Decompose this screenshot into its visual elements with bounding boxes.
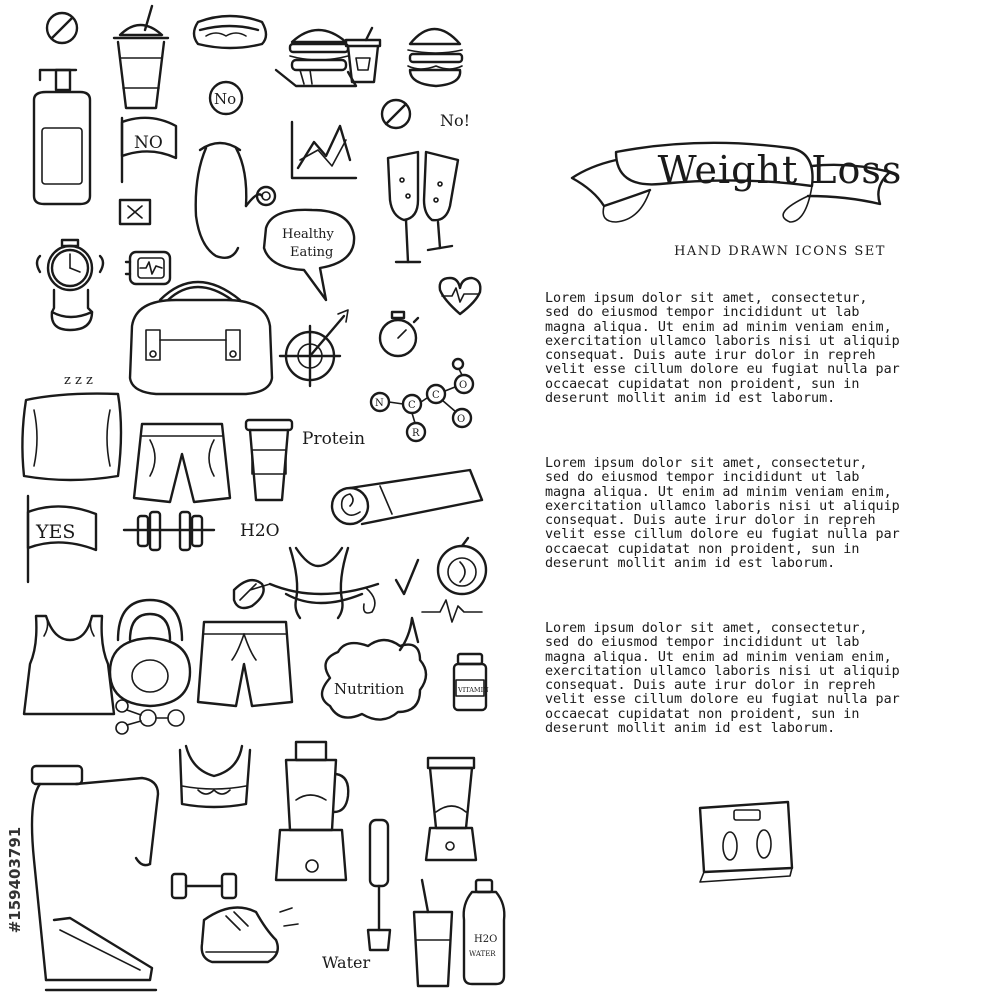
smoothie-cup-icon [114, 6, 168, 108]
svg-text:O: O [459, 380, 468, 391]
page-title: Weight Loss [657, 148, 903, 192]
svg-text:C: C [432, 390, 440, 401]
tank-top-icon [24, 616, 114, 714]
soap-bottle-icon [34, 70, 90, 204]
stopwatch-icon [380, 312, 418, 356]
stethoscope-icon [196, 143, 275, 258]
svg-text:O: O [457, 414, 466, 425]
paragraph-1 [545, 292, 933, 406]
paragraph-3 [545, 622, 933, 736]
small-dumbbell-icon [172, 874, 236, 898]
champagne-icon [388, 152, 458, 262]
burger-icon [408, 29, 462, 86]
hot-dog-icon [194, 16, 266, 48]
svg-text:C: C [408, 400, 416, 411]
paragraph-line: deserunt mollit anim id est laborum. [545, 392, 836, 407]
paragraph-line: occaecat cupidatat non proident, sun in [545, 542, 860, 557]
scale-icon [700, 802, 792, 882]
title-banner [570, 130, 990, 240]
eating-label: Eating [290, 245, 334, 260]
treadmill-icon [32, 766, 158, 990]
no-sign-icon [47, 13, 77, 43]
waist-icon [250, 548, 378, 618]
paragraph-line: Lorem ipsum dolor sit amet, consectetur, [545, 622, 868, 636]
vitamin-label: VITAMIN [458, 686, 489, 694]
no-circle-label: No [214, 90, 237, 108]
pulse-line-icon [422, 600, 482, 622]
sweat-shorts-icon [198, 622, 292, 706]
no-flag-icon [122, 118, 176, 182]
chart-icon [292, 122, 356, 178]
yes-flag-label: YES [36, 521, 76, 543]
no-circle-icon [210, 82, 242, 114]
yes-flag-icon [28, 496, 96, 582]
paragraph-line: sed do eiusmod tempor incididunt ut lab [545, 636, 860, 651]
stock-id [2, 770, 28, 990]
coffee-cup-icon [246, 420, 292, 500]
target-icon [280, 310, 348, 386]
smartwatch-icon [126, 252, 170, 284]
paragraph-line: magna aliqua. Ut enim ad minim veniam enim, [545, 650, 892, 665]
healthy-label: Healthy [282, 227, 334, 242]
paragraph-line: exercitation ullamco laboris nisi ut aliquip [545, 664, 900, 679]
paragraph-line: Lorem ipsum dolor sit amet, consectetur, [545, 457, 868, 471]
bottle-water-label: WATER [469, 950, 496, 958]
paragraph-line: deserunt mollit anim id est laborum. [545, 722, 836, 737]
pill-icon [382, 100, 410, 128]
apple-icon [438, 538, 486, 594]
no-flag-label: NO [134, 133, 163, 153]
paragraph-line: magna aliqua. Ut enim ad minim veniam enim, [545, 485, 892, 500]
blender-icon [426, 758, 476, 860]
shorts-icon [134, 424, 230, 502]
thought-bubble-icon [322, 618, 426, 720]
dumbbell-icon [124, 512, 214, 550]
paragraph-line: occaecat cupidatat non proident, sun in [545, 377, 860, 392]
checkmark-icon [396, 560, 418, 594]
paragraph-line: sed do eiusmod tempor incididunt ut lab [545, 471, 860, 486]
sports-bra-icon [180, 746, 250, 807]
h2o-label: H2O [240, 521, 280, 541]
kettlebell-icon [110, 600, 190, 706]
alarm-clock-icon [37, 240, 103, 330]
paragraph-line: velit esse cillum dolore eu fugiat nulla par [545, 528, 900, 543]
paragraph-line: sed do eiusmod tempor incididunt ut lab [545, 306, 860, 321]
gym-bag-icon [130, 282, 272, 394]
paragraph-line: magna aliqua. Ut enim ad minim veniam enim, [545, 320, 892, 335]
sneaker-icon [202, 908, 298, 963]
water-label: Water [322, 953, 371, 972]
paragraph-line: occaecat cupidatat non proident, sun in [545, 707, 860, 722]
paragraph-line: exercitation ullamco laboris nisi ut aliquip [545, 499, 900, 514]
yoga-mat-icon [332, 470, 482, 524]
svg-text:N: N [375, 398, 384, 409]
nutrition-label: Nutrition [334, 680, 405, 698]
vitamin-bottle-icon [454, 654, 489, 710]
sleep-label: z z z [64, 373, 93, 388]
paragraph-line: consequat. Duis aute irur dolor in repreh [545, 514, 876, 529]
paragraph-line: velit esse cillum dolore eu fugiat nulla par [545, 693, 900, 708]
heartbeat-icon [440, 278, 481, 314]
food-processor-icon [276, 742, 348, 880]
no-exclaim-label: No! [440, 111, 471, 130]
soda-cup-icon [346, 28, 380, 82]
pillow-icon [22, 394, 121, 480]
molecule-icon [371, 359, 473, 441]
cancel-box-icon [120, 200, 150, 224]
fast-food-icon [276, 30, 356, 86]
water-bottle-icon [464, 880, 505, 984]
paragraph-line: velit esse cillum dolore eu fugiat nulla par [545, 363, 900, 378]
protein-label: Protein [302, 429, 366, 449]
stock-id-text: #159403791 [6, 826, 24, 934]
paragraph-line: consequat. Duis aute irur dolor in repreh [545, 679, 876, 694]
paragraph-line: deserunt mollit anim id est laborum. [545, 557, 836, 572]
svg-text:R: R [412, 428, 420, 439]
bottle-h2o-label: H2O [474, 934, 498, 945]
water-glass-icon [414, 880, 452, 986]
paragraph-line: consequat. Duis aute irur dolor in repreh [545, 349, 876, 364]
paragraph-2 [545, 457, 933, 571]
hand-blender-icon [368, 820, 390, 950]
pill-small-icon [234, 580, 264, 608]
paragraph-line: Lorem ipsum dolor sit amet, consectetur, [545, 292, 868, 306]
page-subtitle: HAND DRAWN ICONS SET [674, 244, 886, 259]
speech-bubble-icon [264, 210, 354, 300]
paragraph-line: exercitation ullamco laboris nisi ut aliquip [545, 334, 900, 349]
